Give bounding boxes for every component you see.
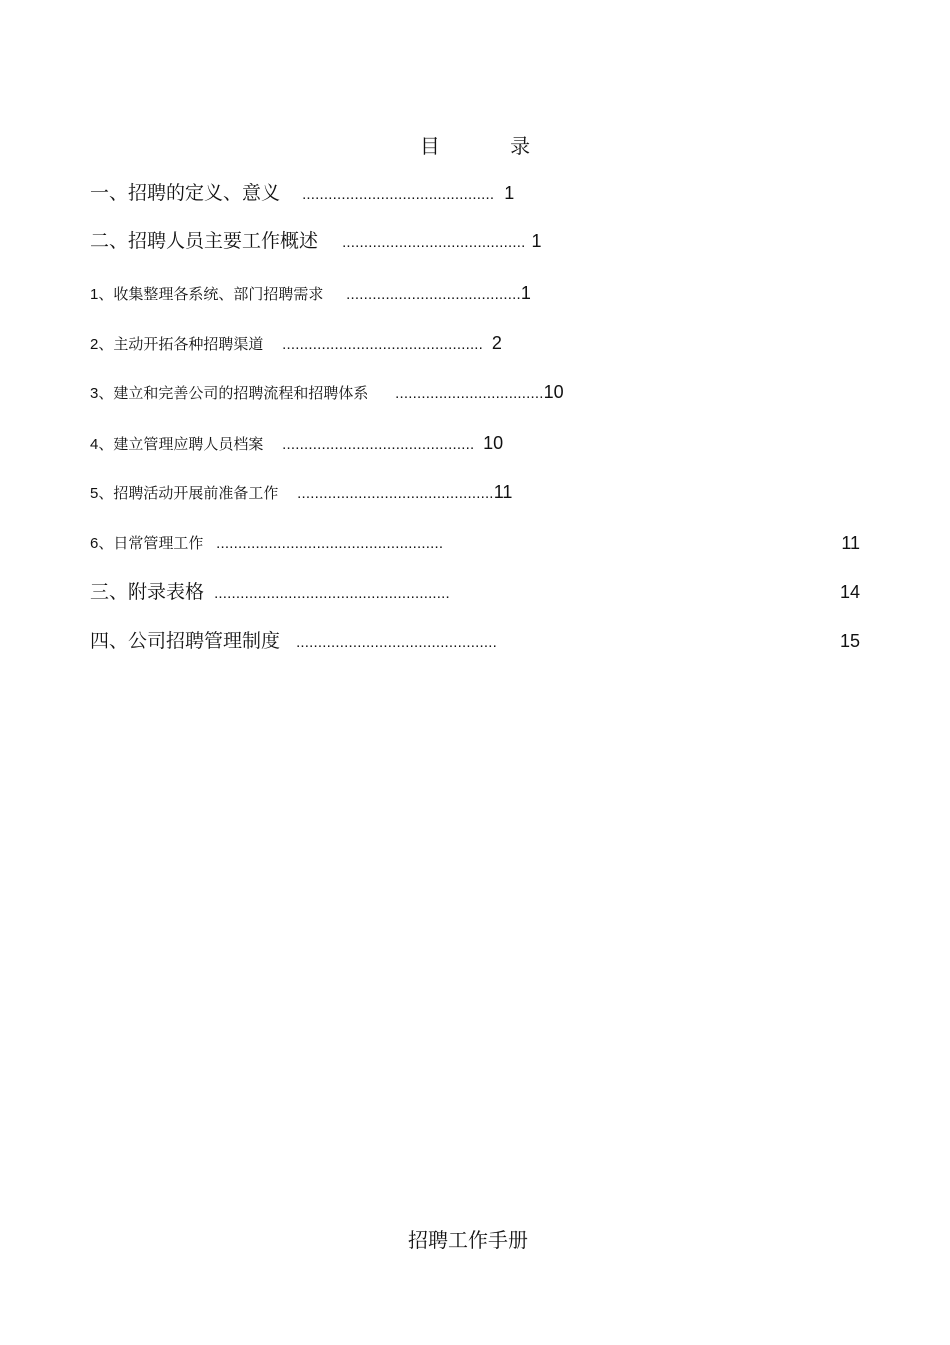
- toc-entry-number: 2: [90, 336, 99, 353]
- toc-entry-channels[interactable]: [90, 331, 502, 357]
- toc-entry-label: 、建立和完善公司的招聘流程和招聘体系: [98, 384, 369, 402]
- toc-entry-number: 6: [90, 535, 99, 552]
- toc-leader-dots: .............................................: [297, 485, 494, 502]
- page-title: 目 录: [419, 134, 563, 158]
- toc-entry-label: 四、公司招聘管理制度: [90, 630, 281, 652]
- toc-leader-dots: ..................................: [395, 385, 544, 402]
- toc-entry-appendix-forms[interactable]: [90, 580, 450, 606]
- toc-leader-dots: ....................................................: [216, 535, 444, 552]
- toc-entry-overview[interactable]: [90, 229, 542, 255]
- toc-entry-preparation[interactable]: [90, 480, 512, 506]
- toc-entry-definition[interactable]: [90, 181, 514, 207]
- toc-leader-dots: ........................................: [346, 286, 521, 303]
- toc-entry-number: 1: [90, 286, 99, 303]
- document-footer: 招聘工作手册: [408, 1228, 528, 1252]
- toc-entry-number: 3: [90, 385, 99, 402]
- toc-entry-label: 、主动开拓各种招聘渠道: [98, 335, 264, 353]
- toc-entry-applicant-files[interactable]: [90, 431, 503, 457]
- toc-entry-daily-management[interactable]: [90, 531, 443, 556]
- toc-leader-dots: ............................................: [282, 436, 475, 453]
- toc-leader-dots: ..............................................: [296, 634, 497, 651]
- toc-entry-label: 三、附录表格: [90, 581, 205, 603]
- toc-entry-label: 、日常管理工作: [98, 534, 204, 552]
- toc-leader-dots: ..........................................: [342, 234, 526, 251]
- toc-entry-label: 二、招聘人员主要工作概述: [90, 230, 319, 252]
- toc-entry-label: 一、招聘的定义、意义: [90, 182, 281, 204]
- toc-page-number: 14: [839, 582, 860, 602]
- toc-leader-dots: ............................................: [302, 186, 495, 203]
- toc-page-number: 1: [504, 183, 515, 203]
- toc-page-number: 11: [493, 482, 513, 502]
- toc-entry-number: 4: [90, 436, 99, 453]
- toc-page-number: 11: [841, 533, 860, 553]
- toc-leader-dots: ..............................................: [282, 336, 484, 353]
- toc-page-number: 1: [531, 231, 542, 251]
- toc-page-number: 10: [483, 433, 504, 453]
- toc-entry-label: 、招聘活动开展前准备工作: [98, 484, 279, 502]
- toc-leader-dots: ......................................................: [214, 585, 450, 602]
- toc-entry-number: 5: [90, 485, 99, 502]
- toc-page-number: 10: [543, 382, 564, 402]
- toc-entry-collect-demand[interactable]: [90, 281, 531, 307]
- toc-page-number: 1: [520, 283, 531, 303]
- toc-entry-label: 、建立管理应聘人员档案: [98, 435, 264, 453]
- toc-page-number: 2: [491, 333, 502, 353]
- toc-entry-process-system[interactable]: [90, 380, 564, 406]
- toc-entry-management-rules[interactable]: [90, 629, 497, 655]
- toc-page-number: 15: [839, 631, 860, 651]
- toc-entry-label: 、收集整理各系统、部门招聘需求: [98, 285, 324, 303]
